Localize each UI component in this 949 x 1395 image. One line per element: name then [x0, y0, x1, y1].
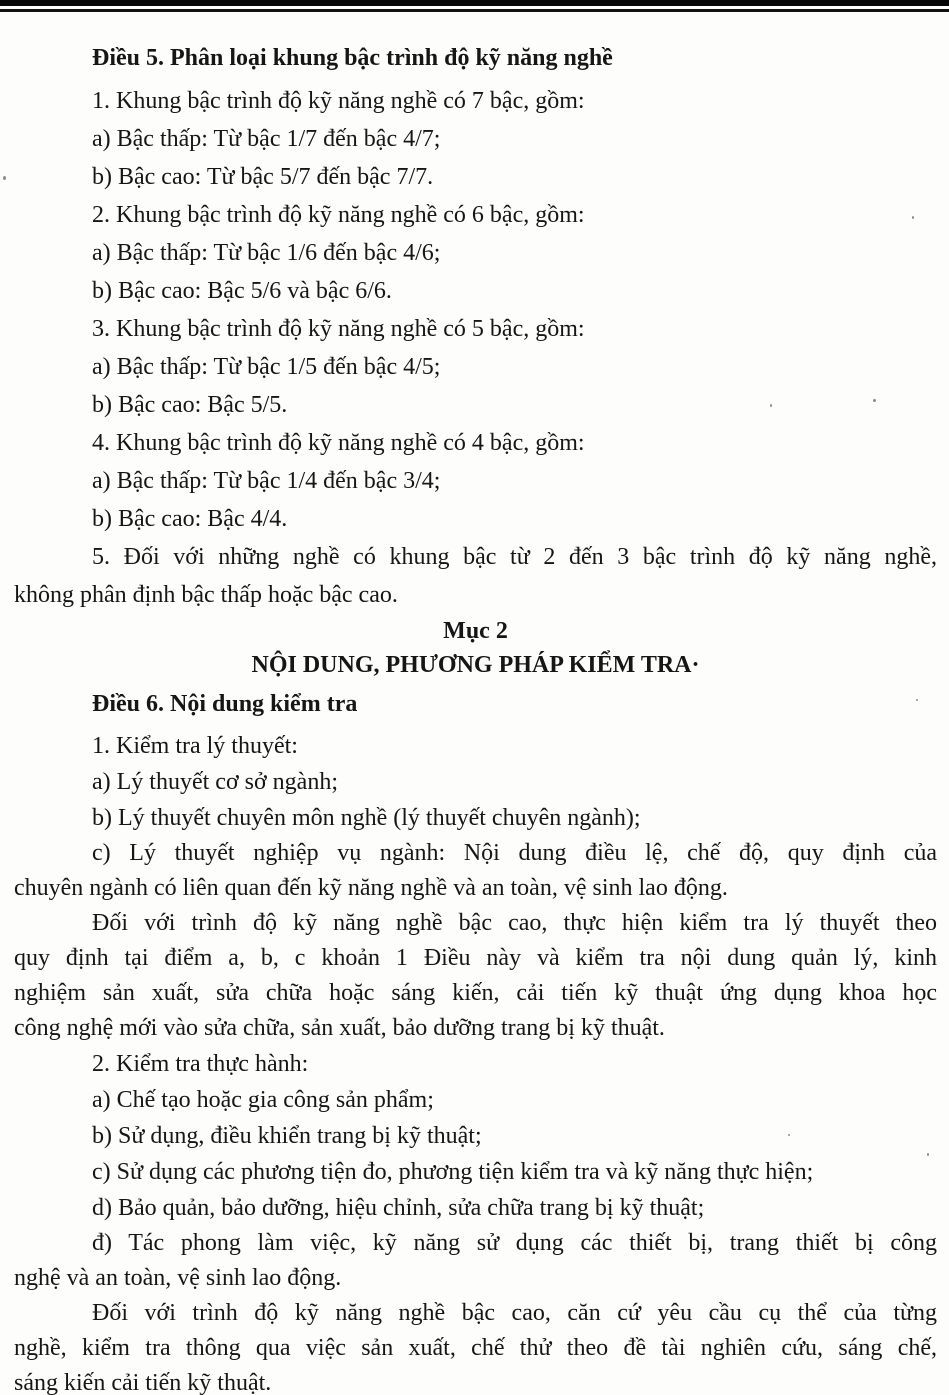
text-line: a) Bậc thấp: Từ bậc 1/4 đến bậc 3/4;: [92, 468, 441, 494]
text-line: quy định tại điểm a, b, c khoản 1 Điều này và kiểm tra nội dung quản lý, kinh: [14, 945, 937, 971]
text-line: Mục 2: [443, 618, 508, 644]
text-line: 1. Khung bậc trình độ kỹ năng nghề có 7 bậc, gồm:: [92, 88, 585, 114]
scan-speck: [873, 399, 876, 402]
point-6-2d: [14, 1190, 937, 1226]
scan-edge-bar: [0, 0, 949, 6]
point-6-1c: [14, 836, 937, 906]
point-6-2a: [14, 1082, 937, 1118]
text-line: không phân định bậc thấp hoặc bậc cao.: [14, 582, 398, 608]
text-line: nghiệm sản xuất, sửa chữa hoặc sáng kiến, cải tiến kỹ thuật ứng dụng khoa học: [14, 980, 937, 1006]
clause-6-2: [14, 1046, 937, 1082]
text-line: a) Chế tạo hoặc gia công sản phẩm;: [92, 1087, 434, 1113]
text-line: b) Bậc cao: Bậc 4/4.: [92, 506, 288, 532]
point-4a: [14, 462, 937, 500]
clause-5: [14, 538, 937, 614]
text-line: đ) Tác phong làm việc, kỹ năng sử dụng các thiết bị, trang thiết bị công: [92, 1230, 937, 1256]
point-6-1a: [14, 764, 937, 800]
text-line: 5. Đối với những nghề có khung bậc từ 2 đến 3 bậc trình độ kỹ năng nghề,: [92, 544, 937, 570]
point-4b: [14, 500, 937, 538]
point-2a: [14, 234, 937, 272]
scan-speck: [770, 404, 772, 407]
article-6-heading: [14, 686, 937, 722]
text-line: sáng kiến cải tiến kỹ thuật.: [14, 1370, 272, 1395]
scan-speck: [927, 1153, 929, 1156]
text-line: 1. Kiểm tra lý thuyết:: [92, 733, 298, 759]
clause-4: [14, 424, 937, 462]
text-line: a) Lý thuyết cơ sở ngành;: [92, 769, 338, 795]
point-3a: [14, 348, 937, 386]
clause-3: [14, 310, 937, 348]
point-6-2dd: [14, 1226, 937, 1296]
point-1a: [14, 120, 937, 158]
article-5-heading: [14, 40, 937, 76]
scan-speck: [912, 216, 914, 219]
document-content: [14, 40, 937, 1395]
text-line: 2. Kiểm tra thực hành:: [92, 1051, 309, 1077]
para-practice-advanced: [14, 1296, 937, 1395]
text-line: Đối với trình độ kỹ năng nghề bậc cao, thực hiện kiểm tra lý thuyết theo: [92, 910, 937, 936]
text-line: a) Bậc thấp: Từ bậc 1/7 đến bậc 4/7;: [92, 126, 441, 152]
scan-speck: [916, 699, 918, 701]
scan-speck: [788, 1134, 790, 1136]
text-line: 3. Khung bậc trình độ kỹ năng nghề có 5 bậc, gồm:: [92, 316, 585, 342]
point-2b: [14, 272, 937, 310]
text-line: b) Bậc cao: Bậc 5/6 và bậc 6/6.: [92, 278, 392, 304]
text-line: Điều 6. Nội dung kiểm tra: [92, 691, 358, 717]
section-2-heading: [14, 614, 937, 682]
text-line: 4. Khung bậc trình độ kỹ năng nghề có 4 bậc, gồm:: [92, 430, 585, 456]
point-6-2b: [14, 1118, 937, 1154]
para-theory-advanced: [14, 906, 937, 1046]
text-line: Đối với trình độ kỹ năng nghề bậc cao, căn cứ yêu cầu cụ thể của từng: [92, 1300, 937, 1326]
text-line: nghề, kiểm tra thông qua việc sản xuất, chế thử theo đề tài nghiên cứu, sáng chế,: [14, 1335, 937, 1361]
clause-6-1: [14, 728, 937, 764]
point-1b: [14, 158, 937, 196]
text-line: 2. Khung bậc trình độ kỹ năng nghề có 6 bậc, gồm:: [92, 202, 585, 228]
text-line: Điều 5. Phân loại khung bậc trình độ kỹ năng nghề: [92, 45, 613, 71]
text-line: d) Bảo quản, bảo dưỡng, hiệu chỉnh, sửa chữa trang bị kỹ thuật;: [92, 1195, 705, 1221]
text-line: chuyên ngành có liên quan đến kỹ năng nghề và an toàn, vệ sinh lao động.: [14, 875, 728, 901]
scan-speck: [3, 176, 6, 180]
text-line: b) Sử dụng, điều khiển trang bị kỹ thuật;: [92, 1123, 482, 1149]
text-line: NỘI DUNG, PHƯƠNG PHÁP KIỂM TRA·: [251, 652, 700, 678]
text-line: a) Bậc thấp: Từ bậc 1/6 đến bậc 4/6;: [92, 240, 441, 266]
text-line: b) Bậc cao: Từ bậc 5/7 đến bậc 7/7.: [92, 164, 434, 190]
text-line: a) Bậc thấp: Từ bậc 1/5 đến bậc 4/5;: [92, 354, 441, 380]
text-line: nghệ và an toàn, vệ sinh lao động.: [14, 1265, 342, 1291]
text-line: công nghệ mới vào sửa chữa, sản xuất, bảo dưỡng trang bị kỹ thuật.: [14, 1015, 665, 1041]
text-line: c) Sử dụng các phương tiện đo, phương tiện kiểm tra và kỹ năng thực hiện;: [92, 1159, 814, 1185]
text-line: b) Bậc cao: Bậc 5/5.: [92, 392, 288, 418]
text-line: b) Lý thuyết chuyên môn nghề (lý thuyết chuyên ngành);: [92, 805, 641, 831]
scan-edge-rule: [0, 9, 949, 12]
point-6-1b: [14, 800, 937, 836]
text-line: c) Lý thuyết nghiệp vụ ngành: Nội dung điều lệ, chế độ, quy định của: [92, 840, 937, 866]
point-6-2c: [14, 1154, 937, 1190]
clause-2: [14, 196, 937, 234]
point-3b: [14, 386, 937, 424]
clause-1: [14, 82, 937, 120]
